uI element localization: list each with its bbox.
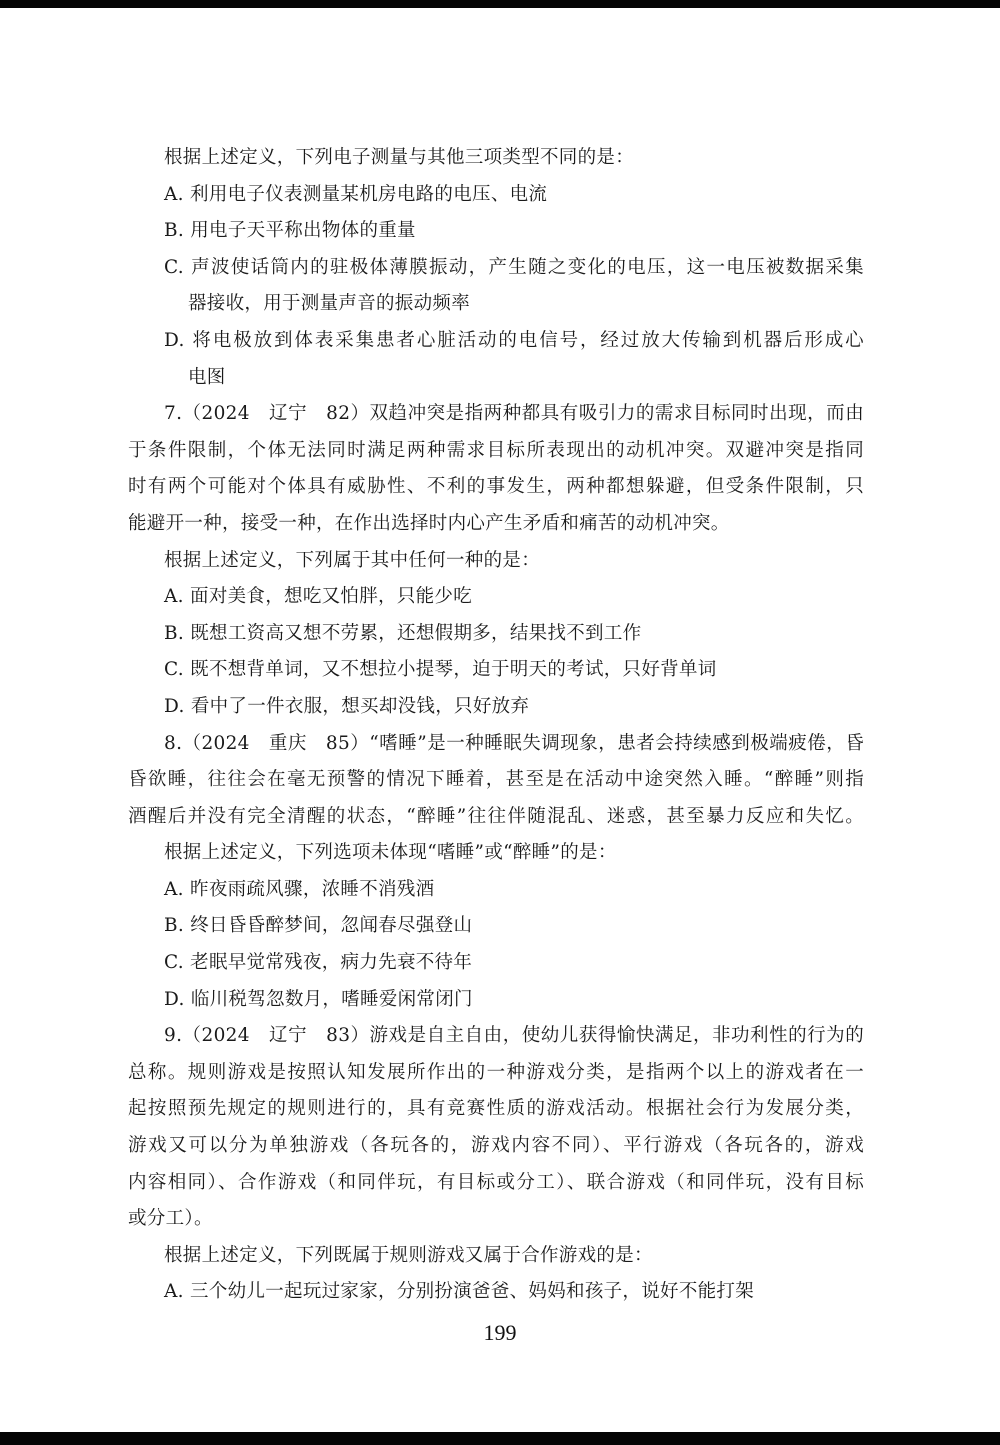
scan-border-bottom [0, 1432, 1000, 1445]
text-line: 内容相同）、合作游戏（和同伴玩，有目标或分工）、联合游戏（和同伴玩，没有目标 [128, 1171, 864, 1193]
text-line: 根据上述定义，下列选项未体现“嗜睡”或“醉睡”的是： [164, 842, 617, 864]
text-line: B. 终日昏昏醉梦间，忽闻春尽强登山 [164, 915, 473, 937]
text-line: 起按照预先规定的规则进行的，具有竞赛性质的游戏活动。根据社会行为发展分类， [128, 1098, 864, 1120]
text-line: C. 既不想背单词，又不想拉小提琴，迫于明天的考试，只好背单词 [164, 659, 717, 681]
text-line: D. 临川税驾忽数月，嗜睡爱闲常闭门 [164, 988, 473, 1010]
text-line: C. 老眠早觉常残夜，病力先衰不待年 [164, 952, 473, 974]
text-line: A. 面对美食，想吃又怕胖，只能少吃 [164, 586, 473, 608]
text-line: D. 将电极放到体表采集患者心脏活动的电信号，经过放大传输到机器后形成心 [164, 329, 864, 351]
text-line: 或分工）。 [128, 1208, 213, 1230]
text-line: 于条件限制，个体无法同时满足两种需求目标所表现出的动机冲突。双避冲突是指同 [128, 439, 864, 461]
text-line: 7.（2024 辽宁 82）双趋冲突是指两种都具有吸引力的需求目标同时出现，而由 [164, 403, 864, 425]
text-line: 电图 [188, 366, 226, 388]
page-number: 199 [483, 1320, 517, 1345]
text-line: 8.（2024 重庆 85）“嗜睡”是一种睡眠失调现象，患者会持续感到极端疲倦，昏 [164, 732, 864, 754]
text-line: C. 声波使话筒内的驻极体薄膜振动，产生随之变化的电压，这一电压被数据采集 [164, 256, 864, 278]
text-line: A. 三个幼儿一起玩过家家，分别扮演爸爸、妈妈和孩子，说好不能打架 [164, 1281, 755, 1303]
text-line: 9.（2024 辽宁 83）游戏是自主自由，使幼儿获得愉快满足，非功利性的行为的 [164, 1025, 864, 1047]
text-line: A. 昨夜雨疏风骤，浓睡不消残酒 [164, 878, 435, 900]
text-line: 能避开一种，接受一种，在作出选择时内心产生矛盾和痛苦的动机冲突。 [128, 512, 730, 534]
text-line: 昏欲睡，往往会在毫无预警的情况下睡着，甚至是在活动中途突然入睡。“醉睡”则指 [128, 769, 864, 791]
text-line: 总称。规则游戏是按照认知发展所作出的一种游戏分类，是指两个以上的游戏者在一 [128, 1061, 864, 1083]
text-line: 时有两个可能对个体具有威胁性、不利的事发生，两种都想躲避，但受条件限制，只 [128, 476, 864, 498]
text-line: B. 用电子天平称出物体的重量 [164, 220, 416, 242]
text-line: 器接收，用于测量声音的振动频率 [188, 293, 471, 315]
text-line: 酒醒后并没有完全清醒的状态，“醉睡”往往伴随混乱、迷惑，甚至暴力反应和失忆。 [128, 805, 864, 827]
scan-border-top [0, 0, 1000, 8]
text-line: A. 利用电子仪表测量某机房电路的电压、电流 [164, 183, 548, 205]
text-line: B. 既想工资高又想不劳累，还想假期多，结果找不到工作 [164, 622, 642, 644]
text-line: 根据上述定义，下列属于其中任何一种的是： [164, 549, 541, 571]
text-line: 根据上述定义，下列电子测量与其他三项类型不同的是： [164, 147, 635, 168]
page-body [128, 140, 864, 1311]
text-line: D. 看中了一件衣服，想买却没钱，只好放弃 [164, 695, 530, 717]
text-line: 游戏又可以分为单独游戏（各玩各的，游戏内容不同）、平行游戏（各玩各的，游戏 [128, 1135, 864, 1157]
text-line: 根据上述定义，下列既属于规则游戏又属于合作游戏的是： [164, 1244, 653, 1266]
